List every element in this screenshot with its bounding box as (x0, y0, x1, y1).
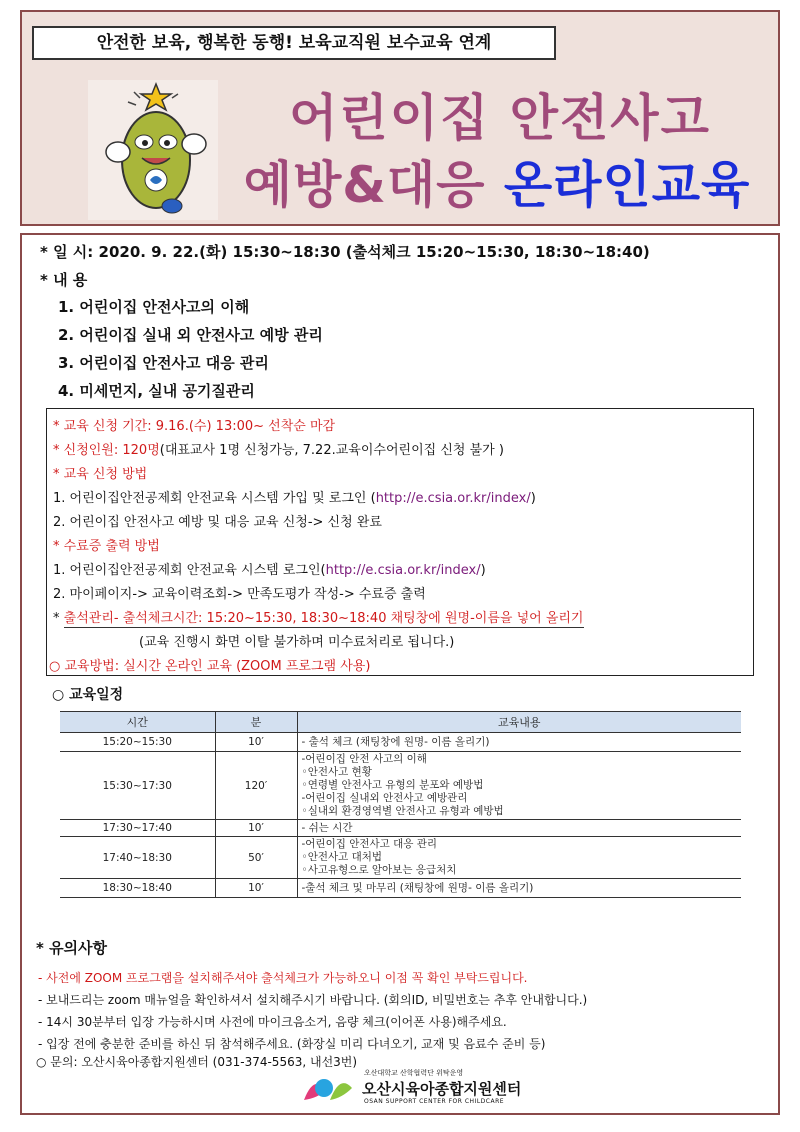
row-minutes: 10′ (215, 733, 297, 752)
content-line: -출석 체크 및 마무리 (채팅창에 원명- 이름 올리기) (301, 881, 534, 894)
notes-title: * 유의사항 (36, 939, 108, 957)
main-title-line2 (232, 145, 762, 217)
application-info-box (46, 408, 754, 676)
mascot-illustration (88, 80, 218, 220)
content-item-3: 3. 어린이집 안전사고 대응 관리 (58, 354, 269, 372)
title-part-a: 예방&대응 (243, 156, 504, 214)
header-minutes: 분 (215, 712, 297, 733)
row-content (297, 879, 741, 898)
content-line: ◦안전사고 현황 (301, 766, 372, 778)
inquiry: ○ 문의: 오산시육아종합지원센터 (031-374-5563, 내선3번) (36, 1055, 358, 1069)
content-line: - 쉬는 시간 (301, 821, 353, 834)
content-label: * 내 용 (40, 271, 88, 289)
content-line: ◦연령별 안전사고 유형의 분포와 예방법 (301, 779, 484, 791)
center-logo (300, 1066, 520, 1110)
note-item-2: - 보내드리는 zoom 매뉴얼을 확인하셔서 설치해주시기 바랍니다. (회의ID, 비밀번호는 추후 안내합니다.) (38, 993, 588, 1007)
logo-english: OSAN SUPPORT CENTER FOR CHILDCARE (364, 1098, 505, 1105)
timetable-header (60, 712, 741, 733)
row-content (297, 752, 741, 820)
date-label: * 일 시: (40, 243, 94, 261)
method-step1-text: 1. 어린이집안전공제회 안전교육 시스템 가입 및 로그인 ( (53, 491, 376, 506)
content-line: -어린이집 안전사고 대응 관리 (301, 838, 438, 850)
header-time: 시간 (60, 712, 215, 733)
content-item-2: 2. 어린이집 실내 외 안전사고 예방 관리 (58, 326, 323, 344)
row-time: 17:40~18:30 (60, 837, 215, 879)
certificate-step1 (53, 559, 486, 578)
row-minutes: 10′ (215, 879, 297, 898)
quota-label: * 신청인원: 120명 (53, 443, 160, 458)
content-line: -어린이집 안전 사고의 이해 (301, 753, 427, 765)
title-part-online: 온라인교육 (503, 156, 751, 214)
note-item-1: - 사전에 ZOOM 프로그램을 설치해주셔야 출석체크가 가능하오니 이점 꼭 확인 부탁드립니다. (38, 971, 528, 985)
apply-method-title: * 교육 신청 방법 (53, 467, 148, 482)
row-time: 15:20~15:30 (60, 733, 215, 752)
content-line: ◦사고유형으로 알아보는 응급처치 (301, 864, 457, 876)
date-line (40, 241, 650, 262)
table-row (60, 879, 741, 898)
content-line: ◦안전사고 대처법 (301, 851, 383, 863)
row-content (297, 837, 741, 879)
timetable (60, 711, 741, 898)
logo-name: 오산시육아종합지원센터 (362, 1080, 522, 1098)
row-content (297, 820, 741, 837)
table-row (60, 837, 741, 879)
cert-step1-close: ) (480, 563, 486, 578)
content-item-4: 4. 미세먼지, 실내 공기질관리 (58, 382, 255, 400)
note-item-3: - 14시 30분부터 입장 가능하시며 사전에 마이크음소거, 음량 체크(이어폰 사용)해주세요. (38, 1015, 507, 1029)
apply-method-step2: 2. 어린이집 안전사고 예방 및 대응 교육 신청-> 신청 완료 (53, 515, 382, 530)
attendance-rule (53, 607, 584, 626)
method-step1-close: ) (530, 491, 536, 506)
apply-period: * 교육 신청 기간: 9.16.(수) 13:00~ 선착순 마감 (53, 419, 336, 434)
certificate-step2: 2. 마이페이지-> 교육이력조회-> 만족도평가 작성-> 수료증 출력 (53, 587, 426, 602)
content-line: - 출석 체크 (채팅창에 원명- 이름 올리기) (301, 735, 490, 748)
table-row (60, 733, 741, 752)
main-title-line1: 어린이집 안전사고 (289, 89, 711, 147)
table-row (60, 752, 741, 820)
row-time: 17:30~17:40 (60, 820, 215, 837)
logo-mark-icon (300, 1070, 354, 1106)
education-method: ○ 교육방법: 실시간 온라인 교육 (ZOOM 프로그램 사용) (49, 659, 371, 674)
row-minutes: 10′ (215, 820, 297, 837)
certificate-title: * 수료증 출력 방법 (53, 539, 160, 554)
slogan-banner: 안전한 보육, 행복한 동행! 보육교직원 보수교육 연계 (32, 26, 556, 60)
content-line: ◦실내외 환경영역별 안전사고 유형과 예방법 (301, 805, 504, 817)
csia-link[interactable]: http://e.csia.or.kr/index/ (375, 491, 531, 506)
row-minutes: 50′ (215, 837, 297, 879)
apply-quota (53, 439, 504, 458)
attendance-text: 출석관리- 출석체크시간: 15:20~15:30, 18:30~18:40 채팅창에 원명-이름을 넣어 올리기 (63, 611, 584, 626)
attendance-note: (교육 진행시 화면 이탈 불가하며 미수료처리로 됩니다.) (139, 635, 455, 650)
content-line: -어린이집 실내외 안전사고 예방관리 (301, 792, 468, 804)
logo-small-text: 오산대학교 산학협력단 위탁운영 (364, 1069, 464, 1077)
content-item-1: 1. 어린이집 안전사고의 이해 (58, 298, 250, 316)
row-minutes: 120′ (215, 752, 297, 820)
row-time: 15:30~17:30 (60, 752, 215, 820)
quota-note: (대표교사 1명 신청가능, 7.22.교육이수어린이집 신청 불가 ) (159, 443, 504, 458)
header-content: 교육내용 (297, 712, 741, 733)
timetable-title: ○ 교육일정 (52, 687, 124, 703)
apply-method-step1 (53, 487, 536, 506)
row-content (297, 733, 741, 752)
date-value: 2020. 9. 22.(화) 15:30~18:30 (출석체크 15:20~15:30, 18:30~18:40) (93, 243, 650, 261)
cert-step1-text: 1. 어린이집안전공제회 안전교육 시스템 로그인( (53, 563, 326, 578)
row-time: 18:30~18:40 (60, 879, 215, 898)
csia-link-2[interactable]: http://e.csia.or.kr/index/ (325, 563, 481, 578)
note-item-4: - 입장 전에 충분한 준비를 하신 뒤 참석해주세요. (화장실 미리 다녀오기, 교재 및 음료수 준비 등) (38, 1037, 546, 1051)
table-row (60, 820, 741, 837)
attendance-star: * (53, 611, 64, 626)
